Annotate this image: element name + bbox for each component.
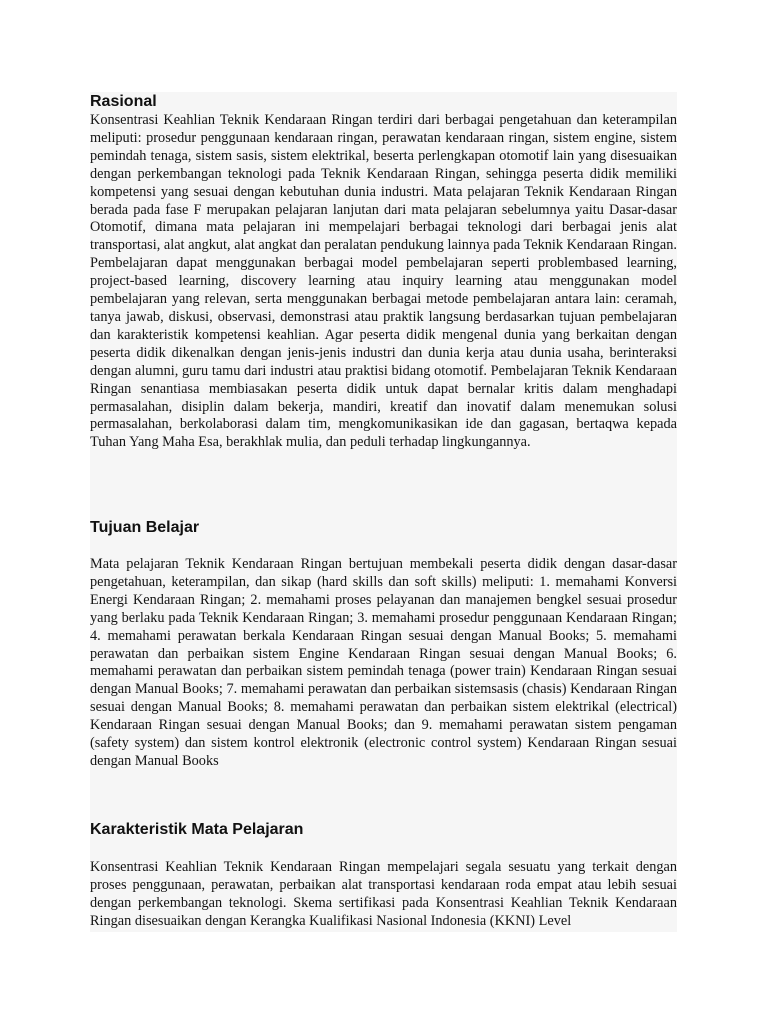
section-heading-rasional: Rasional (90, 93, 157, 110)
section-rasional (90, 92, 677, 452)
section-heading-karakteristik-mata-pelajaran: Karakteristik Mata Pelajaran (90, 821, 304, 838)
section-body-tujuan-belajar: Mata pelajaran Teknik Kendaraan Ringan bertujuan membekali peserta didik dengan dasar-dasar pengetahuan, keterampilan, dan sikap (hard skills dan soft skills) meliputi: 1. memahami Konversi Energi Kendaraan Ringan; 2. memahami proses pelayanan dan manajemen bengkel sesuai prosedur yang berlaku pada Teknik Kendaraan Ringan; 3. memahami prosedur penggunaan Kendaraan Ringan; 4. memahami perawatan berkala Kendaraan Ringan sesuai dengan Manual Books; 5. memahami perawatan dan perbaikan sistem Engine Kendaraan Ringan sesuai dengan Manual Books; 6. memahami perawatan dan perbaikan sistem pemindah tenaga (power train) Kendaraan Ringan sesuai dengan Manual Books; 7. memahami perawatan dan perbaikan sistemsasis (chasis) Kendaraan Ringan sesuai dengan Manual Books; 8. memahami perawatan dan perbaikan sistem elektrikal (electrical) Kendaraan Ringan sesuai dengan Manual Books; dan 9. memahami perawatan sistem pengaman (safety system) dan sistem kontrol elektronik (electronic control system) Kendaraan Ringan sesuai dengan Manual Books (90, 556, 677, 769)
document-page (90, 92, 677, 932)
section-body-rasional: Konsentrasi Keahlian Teknik Kendaraan Ringan terdiri dari berbagai pengetahuan dan keterampilan meliputi: prosedur penggunaan kendaraan ringan, perawatan kendaraan ringan, sistem engine, sistem pemindah tenaga, sistem sasis, sistem elektrikal, beserta perlengkapan otomotif lain yang disesuaikan dengan perkembangan teknologi pada Teknik Kendaraan Ringan, sehingga peserta didik memiliki kompetensi yang sesuai dengan kebutuhan dunia industri. Mata pelajaran Teknik Kendaraan Ringan berada pada fase F merupakan pelajaran lanjutan dari mata pelajaran sebelumnya yaitu Dasar-dasar Otomotif, dimana mata pelajaran ini mempelajari berbagai teknologi dari berbagai jenis alat transportasi, alat angkut, alat angkat dan peralatan pendukung lainnya pada Teknik Kendaraan Ringan. Pembelajaran dapat menggunakan berbagai model pembelajaran seperti problembased learning, project-based learning, discovery learning atau inquiry learning atau menggunakan model pembelajaran yang relevan, serta menggunakan berbagai metode pembelajaran antara lain: ceramah, tanya jawab, diskusi, observasi, demonstrasi atau praktik langsung berdasarkan tujuan pembelajaran dan karakteristik kompetensi keahlian. Agar peserta didik mengenal dunia yang berkaitan dengan peserta didik dikenalkan dengan jenis-jenis industri dan dunia kerja atau dunia usaha, berinteraksi dengan alumni, guru tamu dari industri atau praktisi bidang otomotif. Pembelajaran Teknik Kendaraan Ringan senantiasa membiasakan peserta didik untuk dapat bernalar kritis dalam menghadapi permasalahan, disiplin dalam bekerja, mandiri, kreatif dan inovatif dalam menemukan solusi permasalahan, berkolaborasi dalam tim, mengkomunikasikan ide dan gagasan, bertaqwa kepada Tuhan Yang Maha Esa, berakhlak mulia, dan peduli terhadap lingkungannya. (90, 112, 677, 451)
section-heading-tujuan-belajar: Tujuan Belajar (90, 519, 200, 536)
section-karakteristik-mata-pelajaran (90, 820, 677, 931)
section-body-karakteristik-mata-pelajaran: Konsentrasi Keahlian Teknik Kendaraan Ringan mempelajari segala sesuatu yang terkait dengan proses penggunaan, perawatan, perbaikan alat transportasi kendaraan roda empat atau lebih sesuai dengan perkembangan teknologi. Skema sertifikasi pada Konsentrasi Keahlian Teknik Kendaraan Ringan disesuaikan dengan Kerangka Kualifikasi Nasional Indonesia (KKNI) Level (90, 859, 677, 929)
section-tujuan-belajar (90, 518, 677, 771)
